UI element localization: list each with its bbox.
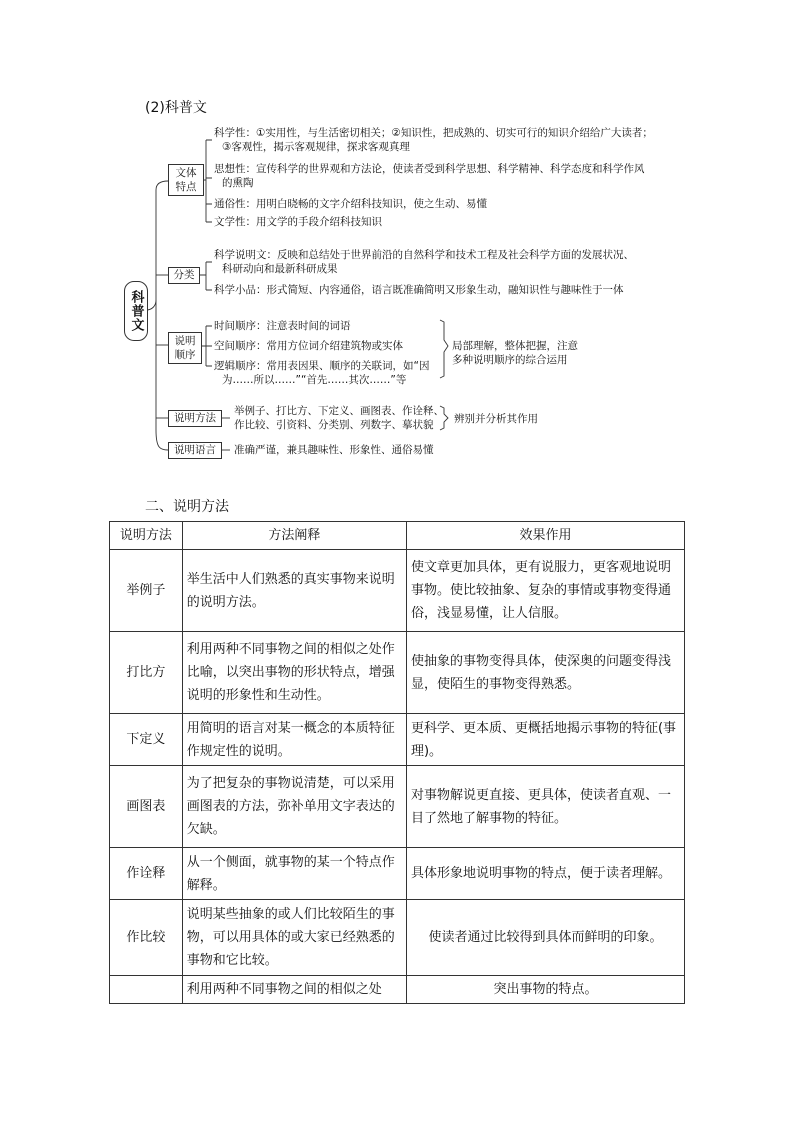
- wenti-item-2: 思想性：宣传科学的世界观和方法论，使读者受到科学思想、科学精神、科学态度和科学作风: [214, 163, 645, 175]
- explain-cell: 从一个侧面，就事物的某一个特点作解释。: [182, 848, 406, 900]
- methods-table: [109, 521, 685, 1004]
- explain-cell: 举生活中人们熟悉的真实事物来说明的说明方法。: [182, 550, 406, 632]
- shunxu-item-3b: 为……所以……”“首先……其次……”等: [222, 374, 407, 386]
- table-row: [110, 976, 685, 1004]
- effect-cell: 具体形象地说明事物的特点，便于读者理解。: [406, 848, 684, 900]
- shunxu-item-1: 时间顺序：注意表时间的词语: [214, 320, 351, 332]
- method-cell: 举例子: [110, 550, 183, 632]
- section-heading: (2)科普文: [145, 100, 207, 116]
- explain-cell: 用简明的语言对某一概念的本质特征作规定性的说明。: [182, 714, 406, 766]
- node-fangfa-label: 说明方法: [174, 412, 216, 424]
- wenti-item-1b: ③客观性，揭示客观规律，探求客观真理: [222, 141, 410, 153]
- shunxu-note-2: 多种说明顺序的综合运用: [452, 354, 568, 366]
- explain-cell: 利用两种不同事物之间的相似之处: [182, 976, 406, 1004]
- node-wenti-label: 文体特点: [175, 167, 197, 193]
- wenti-item-3: 通俗性：用明白晓畅的文字介绍科技知识，使之生动、易懂: [214, 198, 487, 210]
- fangfa-line-1: 举例子、打比方、下定义、画图表、作诠释、: [234, 405, 444, 417]
- wenti-item-2b: 的熏陶: [222, 177, 254, 189]
- yuyan-text: 准确严谨，兼具趣味性、形象性、通俗易懂: [234, 444, 434, 456]
- effect-cell: 使读者通过比较得到具体而鲜明的印象。: [406, 900, 684, 976]
- effect-cell: 对事物解说更直接、更具体，使读者直观、一目了然地了解事物的特征。: [406, 766, 684, 848]
- wenti-item-1: 科学性：①实用性，与生活密切相关；②知识性，把成熟的、切实可行的知识介绍给广大读者；: [214, 127, 653, 139]
- table-row: [110, 766, 685, 848]
- method-cell: 画图表: [110, 766, 183, 848]
- section2-title: 二、说明方法: [145, 499, 229, 515]
- explain-cell: 为了把复杂的事物说清楚，可以采用画图表的方法，弥补单用文字表达的欠缺。: [182, 766, 406, 848]
- header-effect: 效果作用: [406, 522, 684, 550]
- effect-cell: 更科学、更本质、更概括地揭示事物的特征(事理)。: [406, 714, 684, 766]
- method-cell: 作比较: [110, 900, 183, 976]
- node-fenlei: [168, 267, 200, 284]
- effect-cell: 使抽象的事物变得具体，使深奥的问题变得浅显，使陌生的事物变得熟悉。: [406, 632, 684, 714]
- node-fangfa: [168, 410, 222, 427]
- table-row: [110, 848, 685, 900]
- node-shunxu-label: 说明顺序: [174, 335, 196, 361]
- header-explain: 方法阐释: [182, 522, 406, 550]
- table-row: [110, 900, 685, 976]
- explain-cell: 利用两种不同事物之间的相似之处作比喻，以突出事物的形状特点，增强说明的形象性和生动性。: [182, 632, 406, 714]
- node-shunxu: [168, 332, 202, 364]
- fenlei-item-1b: 科研动向和最新科研成果: [222, 263, 338, 275]
- wenti-item-4: 文学性：用文学的手段介绍科技知识: [214, 216, 382, 228]
- fenlei-item-1: 科学说明文：反映和总结处于世界前沿的自然科学和技术工程及社会科学方面的发展状况、: [214, 249, 634, 261]
- table-row: [110, 550, 685, 632]
- table-row: [110, 714, 685, 766]
- method-cell: 作诠释: [110, 848, 183, 900]
- method-cell: 打比方: [110, 632, 183, 714]
- fangfa-note: 辨别并分析其作用: [454, 413, 538, 425]
- node-yuyan-label: 说明语言: [174, 444, 216, 456]
- effect-cell: 突出事物的特点。: [406, 976, 684, 1004]
- node-yuyan: [168, 442, 222, 459]
- method-cell: [110, 976, 183, 1004]
- mindmap-root: [124, 281, 148, 341]
- effect-cell: 使文章更加具体，更有说服力，更客观地说明事物。使比较抽象、复杂的事情或事物变得通俗，浅显易懂，让人信服。: [406, 550, 684, 632]
- shunxu-item-3: 逻辑顺序：常用表因果、顺序的关联词，如“因: [214, 360, 430, 372]
- header-method: 说明方法: [110, 522, 183, 550]
- shunxu-item-2: 空间顺序：常用方位词介绍建筑物或实体: [214, 340, 403, 352]
- node-fenlei-label: 分类: [173, 269, 195, 281]
- method-cell: 下定义: [110, 714, 183, 766]
- node-wenti-tedian: [168, 164, 204, 196]
- table-header-row: [110, 522, 685, 550]
- fenlei-item-2: 科学小品：形式简短、内容通俗，语言既准确简明又形象生动，融知识性与趣味性于一体: [214, 284, 624, 296]
- mindmap-root-label: 科普文: [128, 290, 144, 332]
- explain-cell: 说明某些抽象的或人们比较陌生的事物，可以用具体的或大家已经熟悉的事物和它比较。: [182, 900, 406, 976]
- shunxu-note-1: 局部理解，整体把握，注意: [452, 340, 578, 352]
- fangfa-line-2: 作比较、引资料、分类别、列数字、摹状貌: [234, 419, 434, 431]
- table-row: [110, 632, 685, 714]
